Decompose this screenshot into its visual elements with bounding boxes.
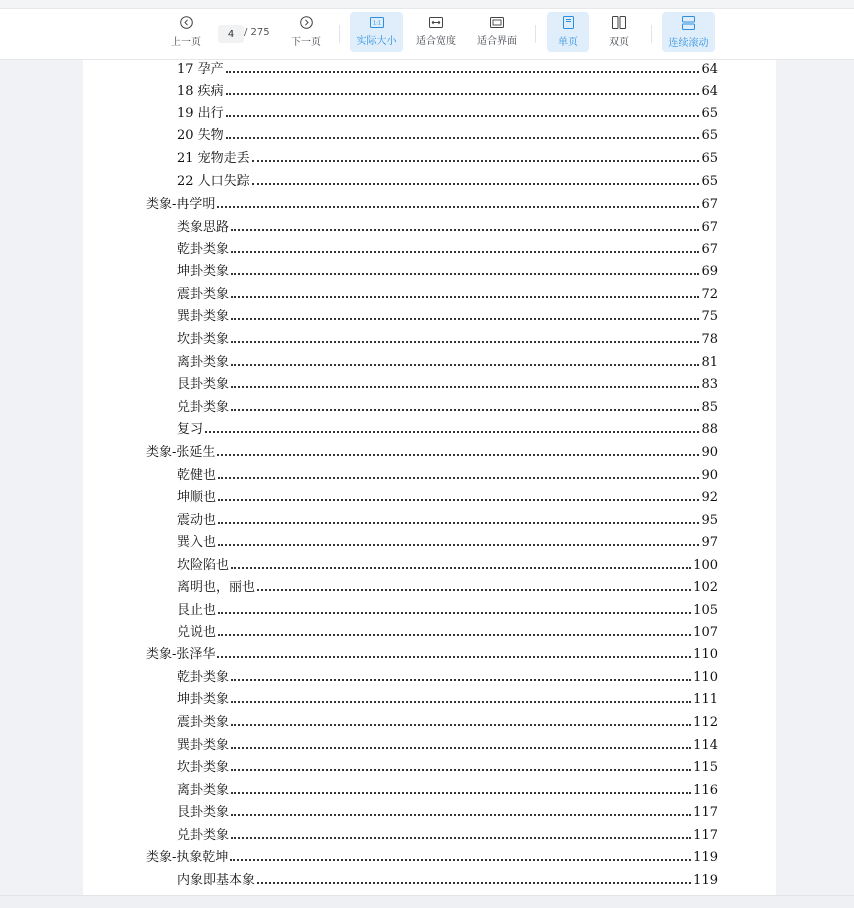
toc-entry[interactable] xyxy=(177,169,718,189)
toc-entry-title: 巽卦类象 xyxy=(177,738,230,753)
toc-entry-page-number: 67 xyxy=(701,197,718,212)
toc-leader-dots xyxy=(226,71,700,73)
toc-entry-title: 类象思路 xyxy=(177,220,230,235)
toc-entry-title: 巽入也 xyxy=(177,535,217,550)
toc-leader-dots xyxy=(230,859,691,861)
toc-leader-dots xyxy=(231,792,691,794)
toc-entry[interactable] xyxy=(177,237,718,257)
toc-entry-page-number: 81 xyxy=(701,355,718,370)
toc-leader-dots xyxy=(231,296,699,298)
toc-leader-dots xyxy=(205,431,699,433)
toc-entry-page-number: 110 xyxy=(693,647,718,662)
toc-entry-page-number: 116 xyxy=(693,783,718,798)
toc-entry-page-number: 92 xyxy=(701,490,718,505)
fit-width-button[interactable] xyxy=(412,12,460,52)
toc-entry-title: 类象-张泽华 xyxy=(146,647,216,662)
toc-entry-page-number: 65 xyxy=(701,106,718,121)
circle-right-icon xyxy=(300,16,313,29)
toc-entry-page-number: 111 xyxy=(693,692,718,707)
continuous-scroll-icon xyxy=(682,16,695,30)
toc-entry[interactable] xyxy=(177,215,718,235)
toc-leader-dots xyxy=(218,477,699,479)
toc-leader-dots xyxy=(218,522,699,524)
next-page-label: 下一页 xyxy=(291,37,321,48)
toc-entry-title: 17 孕产 xyxy=(177,62,224,77)
toc-leader-dots xyxy=(218,544,699,546)
toolbar-divider xyxy=(339,25,340,43)
toc-entry-title: 20 失物 xyxy=(177,128,224,143)
toc-leader-dots xyxy=(226,115,700,117)
toc-leader-dots xyxy=(231,318,699,320)
toc-leader-dots xyxy=(231,386,699,388)
toc-entry[interactable] xyxy=(177,327,718,347)
toc-entry-title: 兑卦类象 xyxy=(177,828,230,843)
toc-entry[interactable] xyxy=(177,665,718,685)
toc-entry-title: 21 宠物走丢 xyxy=(177,151,250,166)
toc-entry-title: 乾卦类象 xyxy=(177,242,230,257)
toc-leader-dots xyxy=(218,634,691,636)
toc-entry-page-number: 97 xyxy=(701,535,718,550)
toc-entry[interactable] xyxy=(177,372,718,392)
toc-entry-title: 坤顺也 xyxy=(177,490,217,505)
toc-entry-title: 乾健也 xyxy=(177,468,217,483)
toc-entry[interactable] xyxy=(177,530,718,550)
toc-leader-dots xyxy=(252,183,700,185)
toc-entry[interactable] xyxy=(177,868,718,888)
toc-entry-title: 离明也，丽也 xyxy=(177,580,256,595)
toc-entry-page-number: 90 xyxy=(701,445,718,460)
actual-size-icon xyxy=(370,17,384,28)
toc-entry-title: 22 人口失踪 xyxy=(177,174,250,189)
toc-entry-page-number: 110 xyxy=(693,670,718,685)
toc-entry-title: 坎卦类象 xyxy=(177,332,230,347)
toc-entry[interactable] xyxy=(177,304,718,324)
toc-entry[interactable] xyxy=(146,192,718,212)
single-page-button[interactable] xyxy=(547,12,589,52)
toc-entry[interactable] xyxy=(177,146,718,166)
toc-leader-dots xyxy=(217,454,699,456)
toc-entry-page-number: 95 xyxy=(701,513,718,528)
toc-entry-page-number: 65 xyxy=(701,128,718,143)
toc-leader-dots xyxy=(231,701,691,703)
toc-leader-dots xyxy=(257,882,691,884)
toc-entry[interactable] xyxy=(177,755,718,775)
toc-entry[interactable] xyxy=(146,845,718,865)
toc-entry-page-number: 64 xyxy=(701,84,718,99)
fit-page-button[interactable] xyxy=(473,12,521,52)
toc-entry-page-number: 67 xyxy=(701,242,718,257)
document-viewer[interactable] xyxy=(0,60,854,895)
toc-entry-page-number: 65 xyxy=(701,151,718,166)
toc-leader-dots xyxy=(218,499,699,501)
toc-leader-dots xyxy=(231,837,691,839)
toc-entry-title: 复习 xyxy=(177,422,204,437)
toc-entry[interactable] xyxy=(177,123,718,143)
toc-entry-page-number: 90 xyxy=(701,468,718,483)
toc-entry[interactable] xyxy=(177,282,718,302)
toc-entry-title: 坤卦类象 xyxy=(177,692,230,707)
toc-entry-title: 兑卦类象 xyxy=(177,400,230,415)
toc-entry-page-number: 114 xyxy=(693,738,718,753)
toc-entry[interactable] xyxy=(146,642,718,662)
toc-entry-page-number: 102 xyxy=(693,580,718,595)
toc-leader-dots xyxy=(257,589,691,591)
continuous-scroll-button[interactable] xyxy=(662,12,715,52)
toc-entry-page-number: 115 xyxy=(693,760,718,775)
actual-size-label: 实际大小 xyxy=(356,36,397,47)
bottom-scroll-strip xyxy=(0,895,854,908)
toc-leader-dots xyxy=(231,567,691,569)
toc-entry-title: 类象-冉学明 xyxy=(146,197,216,212)
circle-left-icon xyxy=(180,16,193,29)
toc-entry[interactable] xyxy=(146,440,718,460)
single-page-label: 单页 xyxy=(558,37,578,48)
toc-entry-title: 坎卦类象 xyxy=(177,760,230,775)
toc-entry-page-number: 112 xyxy=(693,715,718,730)
toc-entry[interactable] xyxy=(177,800,718,820)
toc-leader-dots xyxy=(231,769,691,771)
toc-leader-dots xyxy=(231,273,699,275)
toc-entry-title: 离卦类象 xyxy=(177,355,230,370)
toc-entry[interactable] xyxy=(177,620,718,640)
toc-leader-dots xyxy=(226,93,700,95)
toc-entry[interactable] xyxy=(177,508,718,528)
toc-entry-page-number: 67 xyxy=(701,220,718,235)
toc-entry-title: 艮卦类象 xyxy=(177,377,230,392)
toolbar-divider xyxy=(535,25,536,43)
toc-entry-page-number: 117 xyxy=(693,805,718,820)
fit-width-label: 适合宽度 xyxy=(416,36,456,47)
total-pages: / 275 xyxy=(244,27,270,38)
continuous-scroll-label: 连续滚动 xyxy=(668,37,709,49)
toc-entry-page-number: 119 xyxy=(693,873,718,888)
toc-entry[interactable] xyxy=(177,598,718,618)
toc-entry-page-number: 88 xyxy=(701,422,718,437)
toc-entry[interactable] xyxy=(177,350,718,370)
prev-page-button[interactable] xyxy=(168,12,204,52)
page-number-input[interactable] xyxy=(218,25,244,43)
toc-entry-title: 震动也 xyxy=(177,513,217,528)
toc-entry-page-number: 105 xyxy=(693,603,718,618)
toc-leader-dots xyxy=(231,679,691,681)
viewer-toolbar xyxy=(0,9,854,60)
toc-entry-page-number: 65 xyxy=(701,174,718,189)
toc-entry[interactable] xyxy=(177,259,718,279)
toc-entry-title: 19 出行 xyxy=(177,106,224,121)
toc-entry-title: 内象即基本象 xyxy=(177,873,256,888)
toc-entry-title: 18 疾病 xyxy=(177,84,224,99)
single-page-icon xyxy=(563,16,574,29)
toolbar-divider xyxy=(651,25,652,43)
toc-entry-page-number: 75 xyxy=(701,309,718,324)
toc-leader-dots xyxy=(217,206,699,208)
toc-entry-page-number: 117 xyxy=(693,828,718,843)
toc-entry-page-number: 78 xyxy=(701,332,718,347)
toc-entry[interactable] xyxy=(177,101,718,121)
fit-page-label: 适合界面 xyxy=(477,36,517,47)
toc-entry-page-number: 85 xyxy=(701,400,718,415)
toc-entry[interactable] xyxy=(177,710,718,730)
toc-entry[interactable] xyxy=(177,733,718,753)
toc-leader-dots xyxy=(218,612,691,614)
toc-entry[interactable] xyxy=(177,417,718,437)
toc-leader-dots xyxy=(231,409,699,411)
toc-entry-title: 类象-张延生 xyxy=(146,445,216,460)
window-top-strip xyxy=(0,0,854,9)
toc-entry[interactable] xyxy=(177,463,718,483)
svg-text:1:1: 1:1 xyxy=(372,20,381,27)
prev-page-label: 上一页 xyxy=(171,37,201,48)
toc-entry-page-number: 119 xyxy=(693,850,718,865)
double-page-button[interactable] xyxy=(598,12,640,52)
toc-leader-dots xyxy=(231,229,699,231)
toc-entry-title: 离卦类象 xyxy=(177,783,230,798)
toc-leader-dots xyxy=(231,341,699,343)
toc-leader-dots xyxy=(231,814,691,816)
toc-entry-title: 艮卦类象 xyxy=(177,805,230,820)
toc-entry-page-number: 72 xyxy=(701,287,718,302)
toc-entry[interactable] xyxy=(177,823,718,843)
toc-leader-dots xyxy=(231,251,699,253)
toc-entry[interactable] xyxy=(177,60,718,77)
toc-leader-dots xyxy=(231,364,699,366)
toc-entry-page-number: 100 xyxy=(693,558,718,573)
toc-leader-dots xyxy=(217,656,691,658)
document-page xyxy=(83,60,776,895)
toc-entry-title: 类象-执象乾坤 xyxy=(146,850,229,865)
toc-entry-title: 震卦类象 xyxy=(177,287,230,302)
toc-leader-dots xyxy=(231,747,691,749)
next-page-button[interactable] xyxy=(288,12,324,52)
toc-entry-title: 艮止也 xyxy=(177,603,217,618)
toc-leader-dots xyxy=(252,160,700,162)
double-page-label: 双页 xyxy=(609,37,629,48)
toc-entry-page-number: 83 xyxy=(701,377,718,392)
double-page-icon xyxy=(612,16,626,29)
toc-leader-dots xyxy=(231,724,691,726)
toc-entry-title: 坎险陷也 xyxy=(177,558,230,573)
toc-entry[interactable] xyxy=(177,687,718,707)
toc-leader-dots xyxy=(226,137,700,139)
toc-entry-title: 震卦类象 xyxy=(177,715,230,730)
toc-entry[interactable] xyxy=(177,485,718,505)
toc-entry-title: 坤卦类象 xyxy=(177,264,230,279)
toc-entry-page-number: 64 xyxy=(701,62,718,77)
toc-entry[interactable] xyxy=(177,553,718,573)
fit-page-icon xyxy=(490,17,504,28)
toc-entry[interactable] xyxy=(177,778,718,798)
actual-size-button[interactable] xyxy=(350,12,403,52)
toc-entry-title: 兑说也 xyxy=(177,625,217,640)
toc-entry-page-number: 69 xyxy=(701,264,718,279)
toc-entry[interactable] xyxy=(177,79,718,99)
fit-width-icon xyxy=(429,17,443,28)
toc-entry-title: 乾卦类象 xyxy=(177,670,230,685)
toc-entry-page-number: 107 xyxy=(693,625,718,640)
toc-entry[interactable] xyxy=(177,575,718,595)
toc-entry[interactable] xyxy=(177,395,718,415)
toc-entry-title: 巽卦类象 xyxy=(177,309,230,324)
